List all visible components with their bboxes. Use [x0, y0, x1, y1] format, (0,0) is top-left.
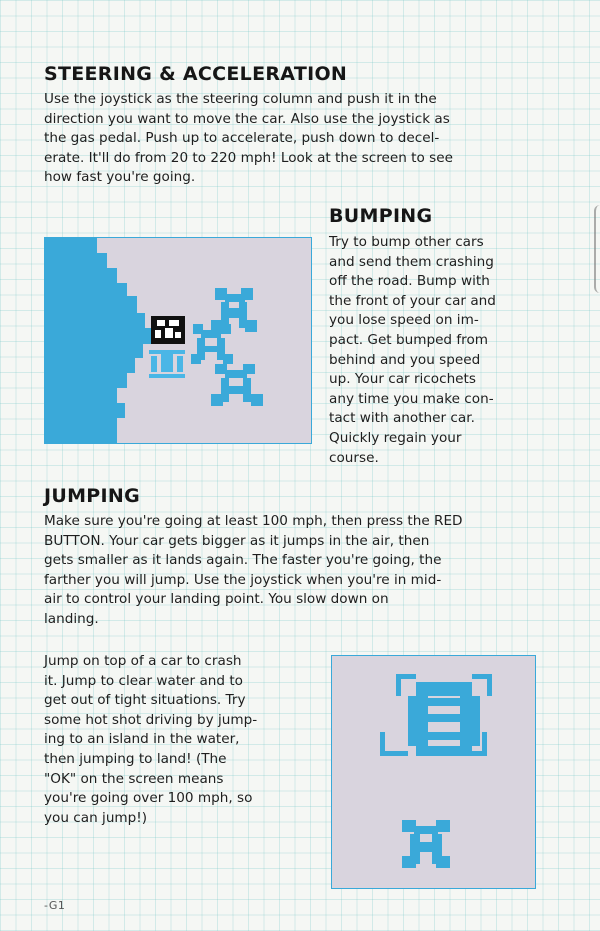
water-area	[45, 238, 151, 443]
jumping-car-sprite	[380, 674, 492, 756]
text-line: Quickly regain your	[329, 429, 462, 446]
text-line: erate. It'll do from 20 to 220 mph! Look at the screen to see	[44, 149, 453, 166]
text-line: Jump on top of a car to crash	[44, 653, 242, 669]
text-line: Try to bump other cars	[329, 234, 484, 250]
text-line: you're going over 100 mph, so	[44, 790, 253, 807]
cpu-car-sprite	[191, 324, 233, 364]
page-number: -G1	[44, 899, 66, 912]
jumping-heading: JUMPING	[44, 485, 140, 507]
text-line: any time you make con-	[329, 390, 494, 407]
steering-heading: STEERING & ACCELERATION	[44, 63, 348, 85]
jumping-paragraph	[44, 512, 463, 630]
cpu-car-sprite	[211, 364, 263, 406]
player-car-sprite	[151, 316, 185, 344]
text-line: you can jump!)	[44, 809, 148, 826]
text-line: air to control your landing point. You slow down on	[44, 591, 389, 608]
jumping-screen-illustration	[332, 656, 535, 888]
text-line: BUTTON. Your car gets bigger as it jumps in the air, then	[44, 532, 430, 549]
bumping-screen-illustration	[45, 238, 311, 443]
page-edge-mark	[594, 205, 600, 293]
text-line: the gas pedal. Push up to accelerate, push down to decel-	[44, 130, 440, 147]
text-line: ing to an island in the water,	[44, 731, 240, 748]
bumping-heading: BUMPING	[329, 205, 433, 227]
steering-paragraph	[44, 90, 453, 188]
text-line: direction you want to move the car. Also use the joystick as	[44, 110, 450, 127]
text-line: pact. Get bumped from	[329, 331, 489, 348]
text-line: it. Jump to clear water and to	[44, 672, 243, 689]
text-line: up. Your car ricochets	[329, 371, 476, 388]
text-line: and send them crashing	[329, 253, 494, 270]
text-line: how fast you're going.	[44, 169, 196, 186]
cpu-car-sprite	[211, 288, 257, 332]
text-line: landing.	[44, 610, 99, 627]
text-line: the front of your car and	[329, 292, 496, 309]
small-car-sprite	[149, 350, 185, 378]
text-line: Use the joystick as the steering column and push it in the	[44, 91, 437, 107]
text-line: then jumping to land! (The	[44, 750, 227, 767]
bumping-paragraph	[329, 233, 496, 468]
bumping-screen-panel	[44, 237, 312, 444]
text-line: you lose speed on im-	[329, 312, 479, 329]
small-car-sprite	[402, 820, 450, 868]
jumping-paragraph-2	[44, 652, 257, 828]
text-line: off the road. Bump with	[329, 273, 490, 290]
jumping-screen-panel	[331, 655, 536, 889]
text-line: behind and you speed	[329, 351, 481, 368]
text-line: "OK" on the screen means	[44, 770, 224, 787]
text-line: get out of tight situations. Try	[44, 692, 246, 709]
text-line: some hot shot driving by jump-	[44, 711, 258, 728]
text-line: course.	[329, 449, 379, 466]
text-line: tact with another car.	[329, 410, 475, 427]
text-line: Make sure you're going at least 100 mph, then press the RED	[44, 513, 463, 529]
text-line: gets smaller as it lands again. The faster you're going, the	[44, 552, 442, 569]
text-line: farther you will jump. Use the joystick when you're in mid-	[44, 571, 442, 588]
